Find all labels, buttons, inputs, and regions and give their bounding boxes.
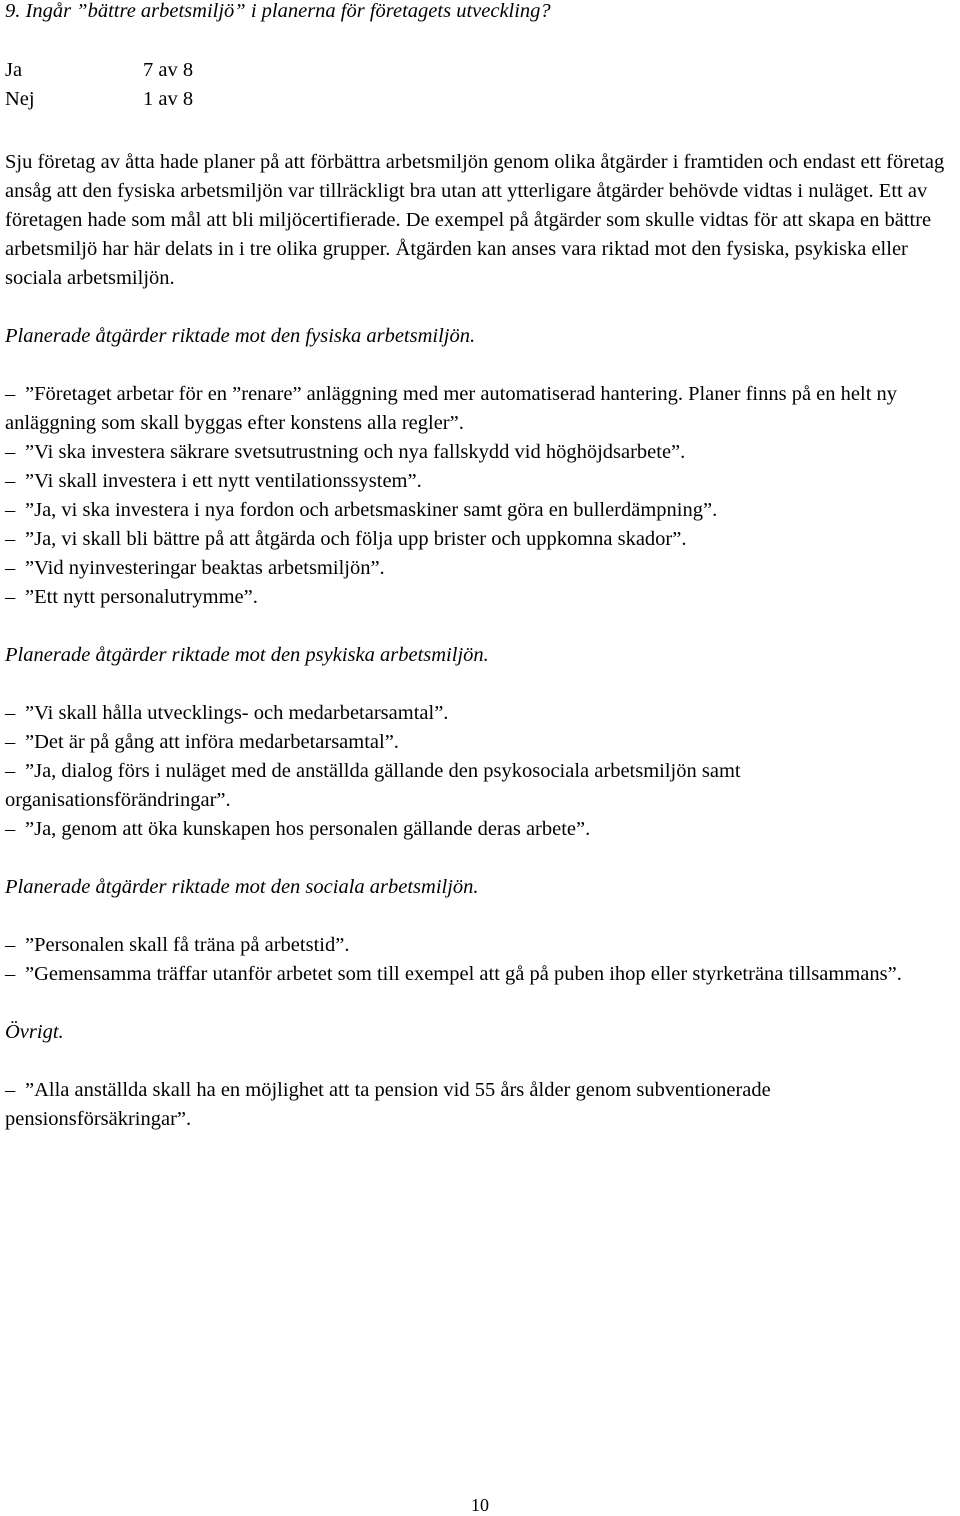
section-heading-other: Övrigt. bbox=[5, 1021, 64, 1043]
dash-marker: – bbox=[5, 499, 16, 521]
list-item bbox=[5, 380, 950, 438]
dash-marker: – bbox=[5, 441, 16, 463]
dash-marker: – bbox=[5, 818, 16, 840]
list-item-text: ”Gemensamma träffar utanför arbetet som till exempel att gå på puben ihop eller styrketräna tillsammans”. bbox=[25, 963, 902, 985]
list-item bbox=[5, 1076, 950, 1134]
dash-marker: – bbox=[5, 383, 16, 405]
list-item-text: ”Ja, dialog förs i nuläget med de anställda gällande den psykosociala arbetsmiljön samt organisationsförändringar”. bbox=[5, 760, 741, 811]
answer-row-no bbox=[5, 85, 950, 114]
bullet-list-psychological bbox=[5, 699, 950, 844]
dash-marker: – bbox=[5, 557, 16, 579]
list-item bbox=[5, 728, 950, 757]
list-item bbox=[5, 815, 950, 844]
dash-marker: – bbox=[5, 1079, 16, 1101]
list-item bbox=[5, 699, 950, 728]
dash-marker: – bbox=[5, 528, 16, 550]
dash-marker: – bbox=[5, 760, 16, 782]
list-item-text: ”Alla anställda skall ha en möjlighet att ta pension vid 55 års ålder genom subventionerade pensionsförsäkringar”. bbox=[5, 1079, 771, 1130]
bullet-list-social bbox=[5, 931, 950, 989]
list-item bbox=[5, 554, 950, 583]
bullet-list-other bbox=[5, 1076, 950, 1134]
list-item-text: ”Vid nyinvesteringar beaktas arbetsmiljön”. bbox=[25, 557, 385, 579]
dash-marker: – bbox=[5, 963, 16, 985]
question-heading: 9. Ingår ”bättre arbetsmiljö” i planerna för företagets utveckling? bbox=[5, 0, 551, 22]
answer-row-yes bbox=[5, 56, 950, 85]
answer-table bbox=[5, 56, 950, 114]
list-item bbox=[5, 583, 950, 612]
list-item-text: ”Personalen skall få träna på arbetstid”. bbox=[25, 934, 350, 956]
list-item bbox=[5, 496, 950, 525]
list-item-text: ”Vi ska investera säkrare svetsutrustning och nya fallskydd vid höghöjdsarbete”. bbox=[25, 441, 686, 463]
list-item bbox=[5, 525, 950, 554]
dash-marker: – bbox=[5, 934, 16, 956]
list-item-text: ”Vi skall investera i ett nytt ventilationssystem”. bbox=[25, 470, 422, 492]
answer-value: 7 av 8 bbox=[143, 59, 194, 81]
section-heading-physical: Planerade åtgärder riktade mot den fysiska arbetsmiljön. bbox=[5, 325, 476, 347]
dash-marker: – bbox=[5, 470, 16, 492]
section-heading-psychological: Planerade åtgärder riktade mot den psykiska arbetsmiljön. bbox=[5, 644, 489, 666]
bullet-list-physical bbox=[5, 380, 950, 612]
list-item bbox=[5, 467, 950, 496]
list-item-text: ”Ja, vi ska investera i nya fordon och arbetsmaskiner samt göra en bullerdämpning”. bbox=[25, 499, 718, 521]
document-page bbox=[5, 0, 950, 1134]
dash-marker: – bbox=[5, 731, 16, 753]
list-item bbox=[5, 931, 950, 960]
list-item-text: ”Vi skall hålla utvecklings- och medarbetarsamtal”. bbox=[25, 702, 449, 724]
list-item bbox=[5, 960, 950, 989]
section-heading-social: Planerade åtgärder riktade mot den sociala arbetsmiljön. bbox=[5, 876, 479, 898]
list-item bbox=[5, 757, 950, 815]
intro-paragraph: Sju företag av åtta hade planer på att förbättra arbetsmiljön genom olika åtgärder i framtiden och endast ett företag ansåg att den fysiska arbetsmiljön var tillräckligt bra utan att ytterligare åtgärder behövde vidtas i nuläget. Ett av företagen hade som mål att bli miljöcertifierade. De exempel på åtgärder som skulle vidtas för att skapa en bättre arbetsmiljö har här delats in i tre olika grupper. Åtgärden kan anses vara riktad mot den fysiska, psykiska eller sociala arbetsmiljön. bbox=[5, 151, 945, 289]
answer-label: Ja bbox=[5, 59, 23, 81]
dash-marker: – bbox=[5, 702, 16, 724]
list-item-text: ”Det är på gång att införa medarbetarsamtal”. bbox=[25, 731, 399, 753]
list-item-text: ”Ja, vi skall bli bättre på att åtgärda och följa upp brister och uppkomna skador”. bbox=[25, 528, 687, 550]
dash-marker: – bbox=[5, 586, 16, 608]
answer-label: Nej bbox=[5, 88, 35, 110]
list-item bbox=[5, 438, 950, 467]
list-item-text: ”Ja, genom att öka kunskapen hos personalen gällande deras arbete”. bbox=[25, 818, 591, 840]
list-item-text: ”Företaget arbetar för en ”renare” anläggning med mer automatiserad hantering. Planer finns på en helt ny anläggning som skall byggas efter konstens alla regler”. bbox=[5, 383, 898, 434]
list-item-text: ”Ett nytt personalutrymme”. bbox=[25, 586, 258, 608]
page-number: 10 bbox=[471, 1495, 489, 1515]
answer-value: 1 av 8 bbox=[143, 88, 194, 110]
